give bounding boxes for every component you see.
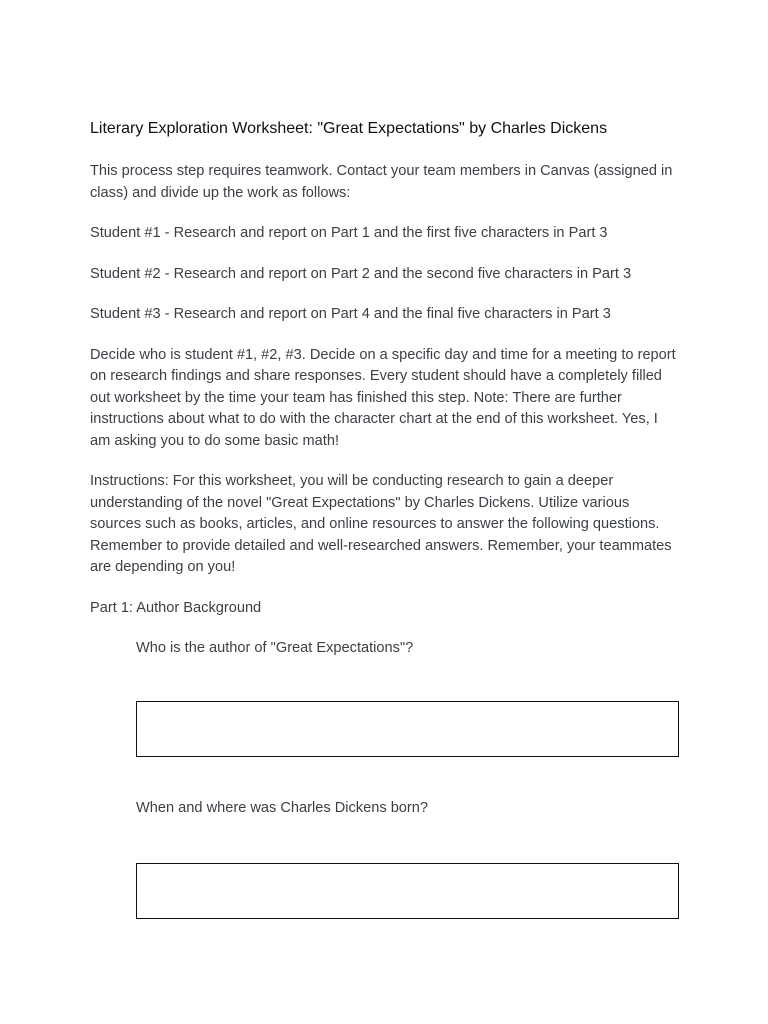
student-2-assignment: Student #2 - Research and report on Part 2 and the second five characters in Part 3 (90, 265, 632, 282)
answer-box-author[interactable] (136, 701, 679, 757)
question-author: Who is the author of "Great Expectations"? (136, 639, 414, 656)
decide-paragraph: Decide who is student #1, #2, #3. Decide on a specific day and time for a meeting to report on research findings and share responses. Every student should have a completely filled out worksheet by the time your team has finished this step. Note: There are further instructions about what to do with the character chart at the end of this worksheet. Yes, I am asking you to do some basic math! (90, 346, 676, 449)
student-3-assignment: Student #3 - Research and report on Part 4 and the final five characters in Part 3 (90, 306, 611, 322)
instructions-paragraph: Instructions: For this worksheet, you will be conducting research to gain a deeper understanding of the novel "Great Expectations" by Charles Dickens. Utilize various sources such as books, articles, and online resources to answer the following questions. Remember to provide detailed and well-researched answers. Remember, your teammates are depending on you! (90, 473, 672, 575)
worksheet-page (90, 118, 680, 919)
question-birth: When and where was Charles Dickens born? (136, 799, 429, 816)
answer-box-birth[interactable] (136, 863, 679, 919)
student-1-assignment: Student #1 - Research and report on Part 1 and the first five characters in Part 3 (90, 225, 608, 241)
worksheet-title: Literary Exploration Worksheet: "Great Expectations" by Charles Dickens (90, 120, 608, 137)
intro-paragraph: This process step requires teamwork. Contact your team members in Canvas (assigned in class) and divide up the work as follows: (90, 163, 673, 201)
part-1-heading: Part 1: Author Background (90, 599, 262, 616)
